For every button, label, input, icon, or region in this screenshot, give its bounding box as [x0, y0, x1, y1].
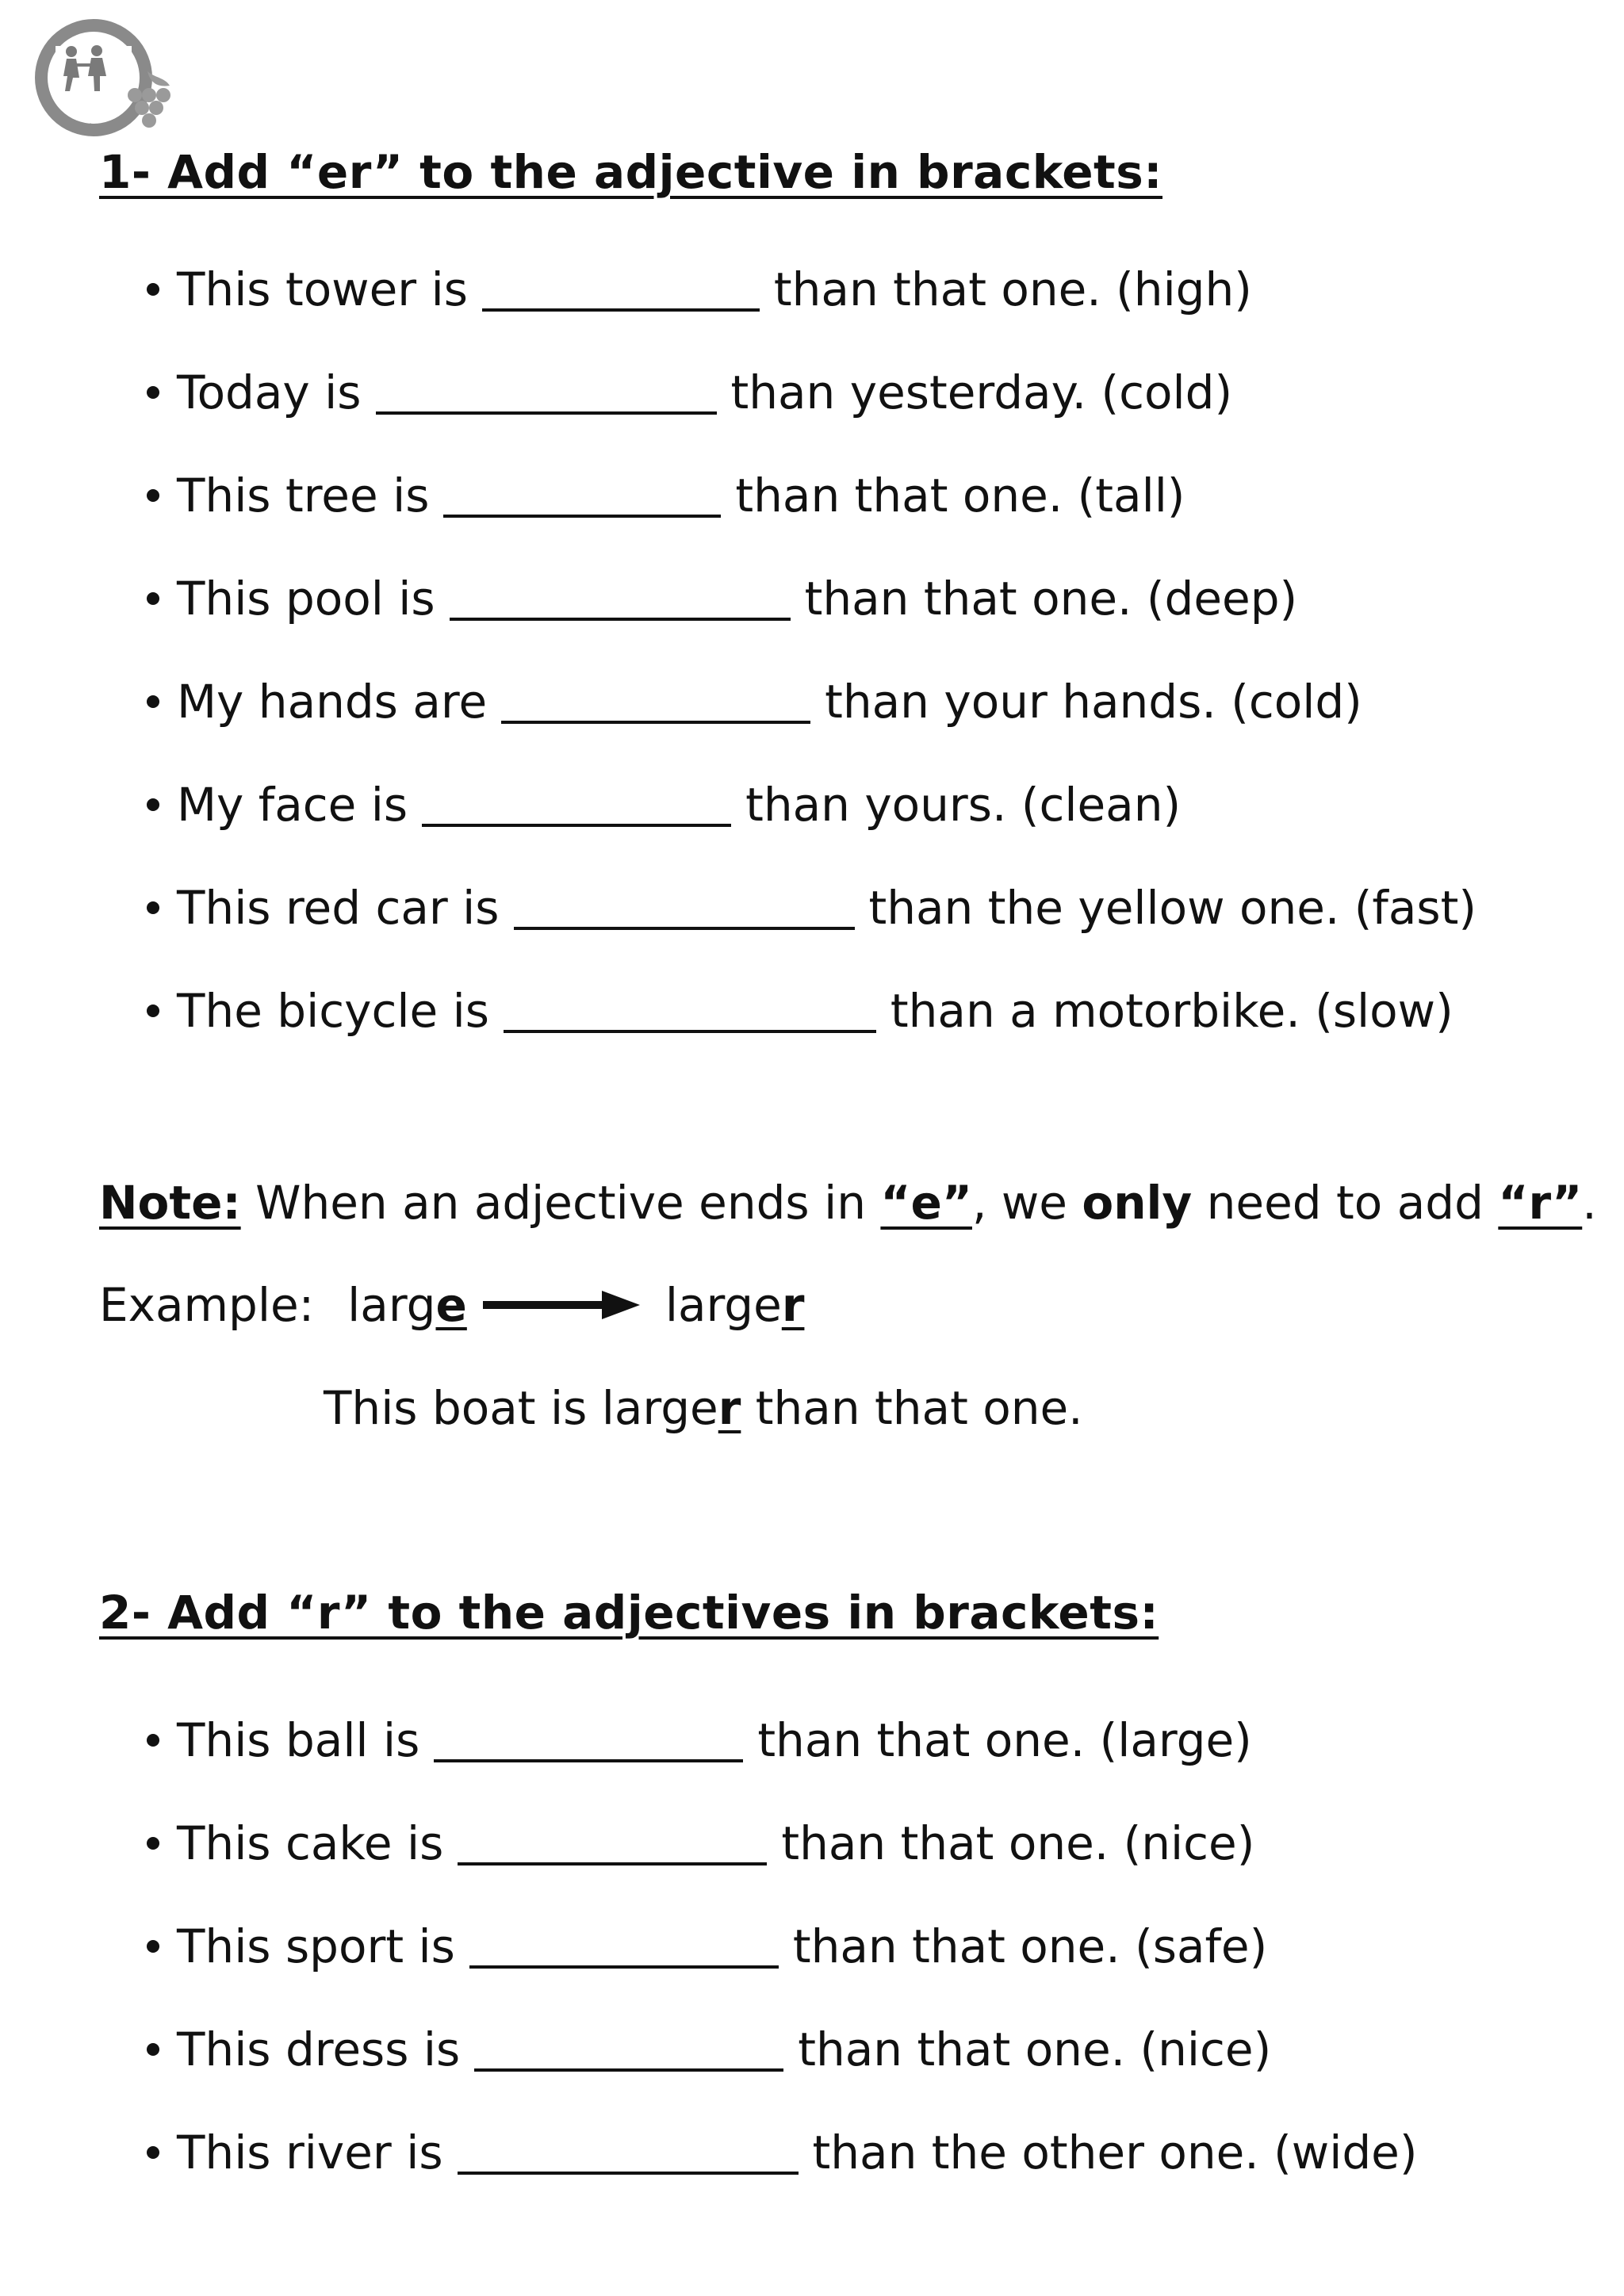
item-text-after: than the yellow one. (fast) [868, 881, 1477, 935]
list-item [147, 444, 1477, 547]
example-to-stem: large [665, 1278, 782, 1332]
school-logo [24, 16, 174, 139]
note-text-1: When an adjective ends in [240, 1176, 881, 1230]
example-sentence [324, 1381, 1083, 1435]
svg-text:K.L.S.: K.L.S. [78, 122, 109, 135]
list-item [147, 238, 1477, 341]
item-text-after: than that one. (nice) [781, 1816, 1255, 1870]
item-text-before: This ball is [177, 1713, 420, 1767]
bullet-icon [147, 592, 159, 605]
list-item [147, 753, 1477, 856]
item-text-after: than that one. (high) [773, 262, 1252, 316]
example-from-stem: larg [347, 1278, 436, 1332]
item-text-before: This river is [177, 2126, 443, 2179]
item-text-before: My face is [177, 778, 408, 832]
list-item [147, 547, 1477, 650]
item-text-before: This sport is [177, 1919, 455, 1973]
bullet-icon [147, 1837, 159, 1850]
item-text-before: The bicycle is [177, 984, 489, 1038]
bullet-icon [147, 2043, 159, 2056]
note-only: only [1082, 1176, 1193, 1230]
list-item [147, 341, 1477, 444]
item-text-after: than the other one. (wide) [812, 2126, 1418, 2179]
section-1-list [147, 238, 1477, 1062]
note-text-3: need to add [1192, 1176, 1499, 1230]
bullet-icon [147, 489, 159, 502]
item-text-before: This red car is [177, 881, 500, 935]
item-text-after: than yours. (clean) [745, 778, 1182, 832]
answer-blank[interactable] [450, 576, 791, 621]
example-to-word [665, 1278, 805, 1332]
item-text-after: than yesterday. (cold) [730, 365, 1233, 419]
item-text-after: than that one. (large) [757, 1713, 1252, 1767]
section-1-heading: 1- Add “er” to the adjective in brackets: [99, 145, 1162, 199]
item-text-before: This tree is [177, 469, 430, 522]
answer-blank[interactable] [514, 886, 855, 930]
item-text-after: than a motorbike. (slow) [890, 984, 1454, 1038]
list-item [147, 856, 1477, 959]
bullet-icon [147, 798, 159, 811]
item-text-before: This tower is [177, 262, 468, 316]
bullet-icon [147, 1940, 159, 1953]
item-text-before: Today is [177, 365, 362, 419]
answer-blank[interactable] [376, 370, 717, 415]
example-sentence-ending: r [718, 1381, 741, 1435]
note-paragraph [99, 1176, 1597, 1230]
list-item [147, 1998, 1417, 2101]
section-2-heading: 2- Add “r” to the adjectives in brackets: [99, 1586, 1159, 1640]
bullet-icon [147, 695, 159, 708]
item-text-before: This pool is [177, 572, 435, 626]
note-text-4: . [1582, 1176, 1597, 1230]
list-item [147, 2101, 1417, 2204]
list-item [147, 1689, 1417, 1792]
answer-blank[interactable] [458, 1821, 767, 1866]
answer-blank[interactable] [458, 2130, 799, 2175]
item-text-after: than that one. (deep) [804, 572, 1298, 626]
bullet-icon [147, 1734, 159, 1747]
answer-blank[interactable] [434, 1718, 743, 1762]
example-row [99, 1278, 804, 1332]
section-2-list [147, 1689, 1417, 2204]
answer-blank[interactable] [504, 989, 876, 1033]
bullet-icon [147, 2146, 159, 2159]
answer-blank[interactable] [474, 2027, 783, 2072]
list-item [147, 650, 1477, 753]
example-to-ending: r [781, 1278, 805, 1332]
note-label: Note: [99, 1176, 241, 1230]
item-text-before: This cake is [177, 1816, 444, 1870]
answer-blank[interactable] [422, 783, 731, 827]
list-item [147, 1895, 1417, 1998]
example-label: Example: [99, 1278, 315, 1332]
example-from-ending: e [435, 1278, 467, 1332]
bullet-icon [147, 901, 159, 914]
note-quote-r: “r” [1498, 1176, 1583, 1230]
item-text-after: than your hands. (cold) [825, 675, 1362, 729]
bullet-icon [147, 283, 159, 296]
example-from-word [347, 1278, 467, 1332]
item-text-after: than that one. (nice) [798, 2022, 1272, 2076]
item-text-before: This dress is [177, 2022, 461, 2076]
item-text-after: than that one. (tall) [735, 469, 1185, 522]
bullet-icon [147, 1004, 159, 1017]
list-item [147, 1792, 1417, 1895]
note-text-2: , we [971, 1176, 1082, 1230]
answer-blank[interactable] [443, 473, 721, 518]
item-text-after: than that one. (safe) [792, 1919, 1268, 1973]
list-item [147, 959, 1477, 1062]
answer-blank[interactable] [469, 1924, 779, 1969]
note-quote-e: “e” [880, 1176, 972, 1230]
example-sentence-after: than that one. [741, 1381, 1083, 1435]
arrow-right-icon [483, 1289, 642, 1321]
example-sentence-before: This boat is large [324, 1381, 718, 1435]
answer-blank[interactable] [501, 679, 810, 724]
answer-blank[interactable] [482, 267, 760, 312]
item-text-before: My hands are [177, 675, 488, 729]
bullet-icon [147, 386, 159, 399]
